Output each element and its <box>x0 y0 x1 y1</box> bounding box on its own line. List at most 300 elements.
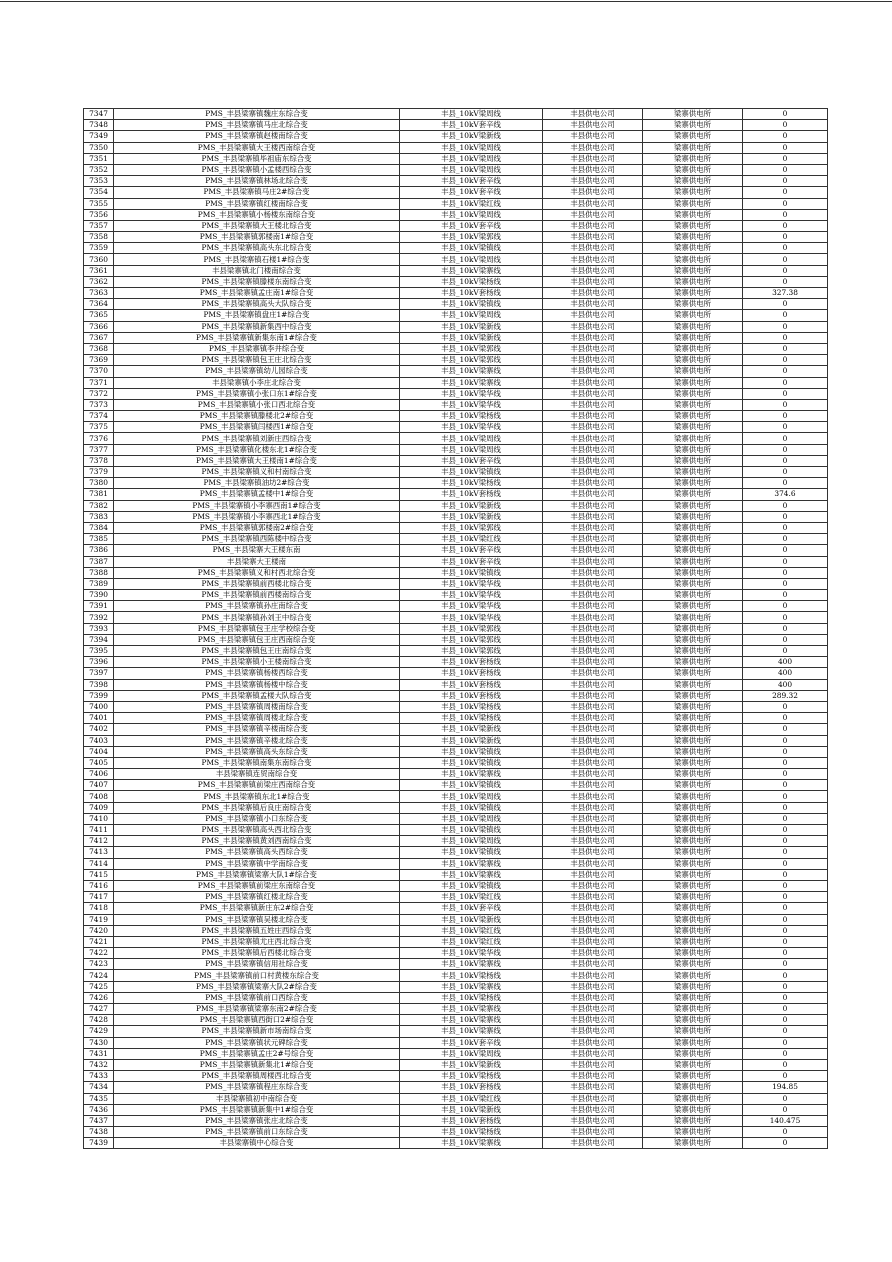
supply-office-cell: 梁寨供电所 <box>643 668 743 679</box>
supply-office-cell: 梁寨供电所 <box>643 399 743 410</box>
station-name-cell: PMS_丰县梁寨镇高头西综合变 <box>114 847 400 858</box>
table-row <box>84 276 828 287</box>
feeder-line-cell: 丰县_10kV梁新线 <box>400 321 543 332</box>
station-name-cell: PMS_丰县梁寨镇化楼东北1#综合变 <box>114 444 400 455</box>
station-name-cell: PMS_丰县梁寨镇盘庄1#综合变 <box>114 310 400 321</box>
value-cell: 0 <box>743 601 828 612</box>
station-name-cell: PMS_丰县梁寨镇滕楼北2#综合变 <box>114 411 400 422</box>
table-row <box>84 187 828 198</box>
supply-office-cell: 梁寨供电所 <box>643 1048 743 1059</box>
row-number-cell: 7356 <box>84 209 114 220</box>
company-cell: 丰县供电公司 <box>543 187 643 198</box>
company-cell: 丰县供电公司 <box>543 276 643 287</box>
value-cell: 0 <box>743 914 828 925</box>
supply-office-cell: 梁寨供电所 <box>643 254 743 265</box>
row-number-cell: 7397 <box>84 668 114 679</box>
station-name-cell: PMS_丰县梁寨镇石楼1#综合变 <box>114 254 400 265</box>
supply-office-cell: 梁寨供电所 <box>643 153 743 164</box>
value-cell: 0 <box>743 769 828 780</box>
company-cell: 丰县供电公司 <box>543 164 643 175</box>
row-number-cell: 7369 <box>84 355 114 366</box>
feeder-line-cell: 丰县_10kV梁华线 <box>400 590 543 601</box>
feeder-line-cell: 丰县_10kV梁寨线 <box>400 366 543 377</box>
supply-office-cell: 梁寨供电所 <box>643 813 743 824</box>
feeder-line-cell: 丰县_10kV梁周线 <box>400 254 543 265</box>
row-number-cell: 7391 <box>84 601 114 612</box>
row-number-cell: 7422 <box>84 948 114 959</box>
company-cell: 丰县供电公司 <box>543 578 643 589</box>
supply-office-cell: 梁寨供电所 <box>643 422 743 433</box>
feeder-line-cell: 丰县_10kV梁周线 <box>400 153 543 164</box>
company-cell: 丰县供电公司 <box>543 411 643 422</box>
company-cell: 丰县供电公司 <box>543 209 643 220</box>
feeder-line-cell: 丰县_10kV梁周线 <box>400 813 543 824</box>
supply-office-cell: 梁寨供电所 <box>643 847 743 858</box>
row-number-cell: 7421 <box>84 936 114 947</box>
station-name-cell: 丰县梁寨镇初中南综合变 <box>114 1093 400 1104</box>
station-name-cell: PMS_丰县梁寨镇红楼南综合变 <box>114 198 400 209</box>
row-number-cell: 7432 <box>84 1059 114 1070</box>
company-cell: 丰县供电公司 <box>543 735 643 746</box>
company-cell: 丰县供电公司 <box>543 668 643 679</box>
company-cell: 丰县供电公司 <box>543 243 643 254</box>
supply-office-cell: 梁寨供电所 <box>643 377 743 388</box>
feeder-line-cell: 丰县_10kV梁红线 <box>400 936 543 947</box>
station-name-cell: 丰县梁寨镇连贸南综合变 <box>114 769 400 780</box>
value-cell: 0 <box>743 164 828 175</box>
company-cell: 丰县供电公司 <box>543 534 643 545</box>
value-cell: 194.85 <box>743 1082 828 1093</box>
row-number-cell: 7428 <box>84 1015 114 1026</box>
company-cell: 丰县供电公司 <box>543 825 643 836</box>
supply-office-cell: 梁寨供电所 <box>643 388 743 399</box>
table-row <box>84 612 828 623</box>
table-row <box>84 1104 828 1115</box>
value-cell: 0 <box>743 422 828 433</box>
feeder-line-cell: 丰县_10kV梁新线 <box>400 1104 543 1115</box>
row-number-cell: 7405 <box>84 757 114 768</box>
feeder-line-cell: 丰县_10kV套杨线 <box>400 690 543 701</box>
supply-office-cell: 梁寨供电所 <box>643 534 743 545</box>
row-number-cell: 7388 <box>84 567 114 578</box>
row-number-cell: 7392 <box>84 612 114 623</box>
supply-office-cell: 梁寨供电所 <box>643 1138 743 1149</box>
supply-office-cell: 梁寨供电所 <box>643 455 743 466</box>
row-number-cell: 7385 <box>84 534 114 545</box>
value-cell: 0 <box>743 366 828 377</box>
station-name-cell: PMS_丰县梁寨镇高头大队综合变 <box>114 299 400 310</box>
company-cell: 丰县供电公司 <box>543 992 643 1003</box>
company-cell: 丰县供电公司 <box>543 769 643 780</box>
row-number-cell: 7426 <box>84 992 114 1003</box>
value-cell: 0 <box>743 1059 828 1070</box>
supply-office-cell: 梁寨供电所 <box>643 623 743 634</box>
feeder-line-cell: 丰县_10kV梁寨线 <box>400 981 543 992</box>
value-cell: 0 <box>743 903 828 914</box>
row-number-cell: 7353 <box>84 176 114 187</box>
supply-office-cell: 梁寨供电所 <box>643 343 743 354</box>
table-row <box>84 478 828 489</box>
company-cell: 丰县供电公司 <box>543 757 643 768</box>
station-name-cell: PMS_丰县梁寨镇包王庄西南综合变 <box>114 634 400 645</box>
supply-office-cell: 梁寨供电所 <box>643 746 743 757</box>
row-number-cell: 7347 <box>84 109 114 120</box>
value-cell: 0 <box>743 970 828 981</box>
supply-office-cell: 梁寨供电所 <box>643 634 743 645</box>
value-cell: 0 <box>743 959 828 970</box>
feeder-line-cell: 丰县_10kV梁镇线 <box>400 825 543 836</box>
station-name-cell: PMS_丰县梁寨镇闫楼西1#综合变 <box>114 422 400 433</box>
station-name-cell: PMS_丰县梁寨镇高头东综合变 <box>114 746 400 757</box>
company-cell: 丰县供电公司 <box>543 366 643 377</box>
table-row <box>84 970 828 981</box>
table-row <box>84 880 828 891</box>
station-name-cell: PMS_丰县梁寨镇马庄2#综合变 <box>114 187 400 198</box>
station-name-cell: PMS_丰县梁寨镇孟楼中1#综合变 <box>114 489 400 500</box>
value-cell: 0 <box>743 321 828 332</box>
supply-office-cell: 梁寨供电所 <box>643 187 743 198</box>
supply-office-cell: 梁寨供电所 <box>643 981 743 992</box>
company-cell: 丰县供电公司 <box>543 422 643 433</box>
value-cell: 0 <box>743 187 828 198</box>
value-cell: 0 <box>743 802 828 813</box>
station-name-cell: PMS_丰县梁寨镇梁寨大队2#综合变 <box>114 981 400 992</box>
row-number-cell: 7419 <box>84 914 114 925</box>
station-name-cell: PMS_丰县梁寨镇包王庄北综合变 <box>114 355 400 366</box>
station-name-cell: PMS_丰县梁寨镇前西楼南综合变 <box>114 590 400 601</box>
row-number-cell: 7408 <box>84 791 114 802</box>
row-number-cell: 7407 <box>84 780 114 791</box>
row-number-cell: 7366 <box>84 321 114 332</box>
table-row <box>84 634 828 645</box>
company-cell: 丰县供电公司 <box>543 288 643 299</box>
company-cell: 丰县供电公司 <box>543 388 643 399</box>
station-name-cell: PMS_丰县梁寨镇辛楼南综合变 <box>114 724 400 735</box>
company-cell: 丰县供电公司 <box>543 1093 643 1104</box>
value-cell: 0 <box>743 746 828 757</box>
supply-office-cell: 梁寨供电所 <box>643 220 743 231</box>
row-number-cell: 7368 <box>84 343 114 354</box>
value-cell: 0 <box>743 444 828 455</box>
feeder-line-cell: 丰县_10kV梁寨线 <box>400 869 543 880</box>
supply-office-cell: 梁寨供电所 <box>643 243 743 254</box>
company-cell: 丰县供电公司 <box>543 1115 643 1126</box>
row-number-cell: 7401 <box>84 713 114 724</box>
company-cell: 丰县供电公司 <box>543 925 643 936</box>
table-row <box>84 657 828 668</box>
table-row <box>84 780 828 791</box>
company-cell: 丰县供电公司 <box>543 220 643 231</box>
feeder-line-cell: 丰县_10kV套杨线 <box>400 668 543 679</box>
feeder-line-cell: 丰县_10kV梁寨线 <box>400 1026 543 1037</box>
feeder-line-cell: 丰县_10kV梁寨线 <box>400 1004 543 1015</box>
supply-office-cell: 梁寨供电所 <box>643 701 743 712</box>
value-cell: 0 <box>743 825 828 836</box>
station-name-cell: PMS_丰县梁寨镇新集中1#综合变 <box>114 1104 400 1115</box>
value-cell: 289.32 <box>743 690 828 701</box>
row-number-cell: 7350 <box>84 142 114 153</box>
supply-office-cell: 梁寨供电所 <box>643 120 743 131</box>
company-cell: 丰县供电公司 <box>543 254 643 265</box>
feeder-line-cell: 丰县_10kV梁郭线 <box>400 355 543 366</box>
feeder-line-cell: 丰县_10kV梁红线 <box>400 925 543 936</box>
row-number-cell: 7438 <box>84 1127 114 1138</box>
station-name-cell: PMS_丰县梁寨镇尤庄西北综合变 <box>114 936 400 947</box>
station-name-cell: PMS_丰县梁寨镇后西楼北综合变 <box>114 948 400 959</box>
feeder-line-cell: 丰县_10kV梁周线 <box>400 836 543 847</box>
table-row <box>84 847 828 858</box>
supply-office-cell: 梁寨供电所 <box>643 880 743 891</box>
supply-office-cell: 梁寨供电所 <box>643 858 743 869</box>
value-cell: 0 <box>743 467 828 478</box>
company-cell: 丰县供电公司 <box>543 1048 643 1059</box>
company-cell: 丰县供电公司 <box>543 959 643 970</box>
supply-office-cell: 梁寨供电所 <box>643 299 743 310</box>
value-cell: 0 <box>743 131 828 142</box>
table-row <box>84 310 828 321</box>
table-row <box>84 176 828 187</box>
value-cell: 0 <box>743 1015 828 1026</box>
row-number-cell: 7411 <box>84 825 114 836</box>
row-number-cell: 7414 <box>84 858 114 869</box>
station-name-cell: PMS_丰县梁寨镇前口西综合变 <box>114 992 400 1003</box>
feeder-line-cell: 丰县_10kV梁郭线 <box>400 634 543 645</box>
company-cell: 丰县供电公司 <box>543 679 643 690</box>
company-cell: 丰县供电公司 <box>543 489 643 500</box>
table-row <box>84 556 828 567</box>
row-number-cell: 7387 <box>84 556 114 567</box>
table-row <box>84 914 828 925</box>
value-cell: 0 <box>743 735 828 746</box>
supply-office-cell: 梁寨供电所 <box>643 489 743 500</box>
feeder-line-cell: 丰县_10kV套杨线 <box>400 679 543 690</box>
supply-office-cell: 梁寨供电所 <box>643 332 743 343</box>
supply-office-cell: 梁寨供电所 <box>643 366 743 377</box>
supply-office-cell: 梁寨供电所 <box>643 1104 743 1115</box>
company-cell: 丰县供电公司 <box>543 701 643 712</box>
feeder-line-cell: 丰县_10kV套辛线 <box>400 556 543 567</box>
station-name-cell: PMS_丰县梁寨镇高头东北综合变 <box>114 243 400 254</box>
company-cell: 丰县供电公司 <box>543 1104 643 1115</box>
row-number-cell: 7360 <box>84 254 114 265</box>
company-cell: 丰县供电公司 <box>543 153 643 164</box>
station-name-cell: PMS_丰县梁寨镇五姓庄西综合变 <box>114 925 400 936</box>
company-cell: 丰县供电公司 <box>543 1026 643 1037</box>
value-cell: 0 <box>743 847 828 858</box>
value-cell: 400 <box>743 668 828 679</box>
station-name-cell: PMS_丰县梁寨镇小孟楼西综合变 <box>114 164 400 175</box>
station-name-cell: PMS_丰县梁寨镇新集西中综合变 <box>114 321 400 332</box>
table-row <box>84 109 828 120</box>
value-cell: 0 <box>743 1026 828 1037</box>
station-name-cell: PMS_丰县梁寨镇状元碑综合变 <box>114 1037 400 1048</box>
station-name-cell: PMS_丰县梁寨镇周楼北综合变 <box>114 713 400 724</box>
feeder-line-cell: 丰县_10kV梁镇线 <box>400 880 543 891</box>
company-cell: 丰县供电公司 <box>543 936 643 947</box>
value-cell: 0 <box>743 836 828 847</box>
feeder-line-cell: 丰县_10kV梁杨线 <box>400 411 543 422</box>
row-number-cell: 7367 <box>84 332 114 343</box>
table-row <box>84 1059 828 1070</box>
row-number-cell: 7363 <box>84 288 114 299</box>
value-cell: 0 <box>743 299 828 310</box>
company-cell: 丰县供电公司 <box>543 780 643 791</box>
station-name-cell: PMS_丰县梁寨镇李井综合变 <box>114 343 400 354</box>
table-row <box>84 1026 828 1037</box>
supply-office-cell: 梁寨供电所 <box>643 757 743 768</box>
company-cell: 丰县供电公司 <box>543 232 643 243</box>
table-row <box>84 903 828 914</box>
company-cell: 丰县供电公司 <box>543 601 643 612</box>
feeder-line-cell: 丰县_10kV套辛线 <box>400 545 543 556</box>
company-cell: 丰县供电公司 <box>543 847 643 858</box>
table-row <box>84 455 828 466</box>
feeder-line-cell: 丰县_10kV梁杨线 <box>400 992 543 1003</box>
row-number-cell: 7348 <box>84 120 114 131</box>
table-row <box>84 534 828 545</box>
supply-office-cell: 梁寨供电所 <box>643 959 743 970</box>
table-row <box>84 1004 828 1015</box>
station-name-cell: PMS_丰县梁寨镇程庄东综合变 <box>114 1082 400 1093</box>
table-row <box>84 511 828 522</box>
table-row <box>84 343 828 354</box>
value-cell: 327.38 <box>743 288 828 299</box>
supply-office-cell: 梁寨供电所 <box>643 545 743 556</box>
station-name-cell: 丰县梁寨大王楼南 <box>114 556 400 567</box>
value-cell: 0 <box>743 948 828 959</box>
station-name-cell: PMS_丰县梁寨镇梁寨东南2#综合变 <box>114 1004 400 1015</box>
row-number-cell: 7394 <box>84 634 114 645</box>
station-name-cell: PMS_丰县梁寨镇包王庄学校综合变 <box>114 623 400 634</box>
supply-office-cell: 梁寨供电所 <box>643 970 743 981</box>
table-row <box>84 153 828 164</box>
company-cell: 丰县供电公司 <box>543 355 643 366</box>
table-row <box>84 545 828 556</box>
feeder-line-cell: 丰县_10kV梁红线 <box>400 198 543 209</box>
feeder-line-cell: 丰县_10kV套辛线 <box>400 1037 543 1048</box>
feeder-line-cell: 丰县_10kV梁周线 <box>400 1048 543 1059</box>
station-name-cell: PMS_丰县梁寨镇新市场南综合变 <box>114 1026 400 1037</box>
row-number-cell: 7362 <box>84 276 114 287</box>
value-cell: 0 <box>743 556 828 567</box>
station-name-cell: PMS_丰县梁寨镇小李寨西北1#综合变 <box>114 511 400 522</box>
table-row <box>84 623 828 634</box>
table-row <box>84 769 828 780</box>
feeder-line-cell: 丰县_10kV梁镇线 <box>400 299 543 310</box>
value-cell: 400 <box>743 657 828 668</box>
company-cell: 丰县供电公司 <box>543 332 643 343</box>
value-cell: 0 <box>743 646 828 657</box>
company-cell: 丰县供电公司 <box>543 567 643 578</box>
company-cell: 丰县供电公司 <box>543 478 643 489</box>
table-row <box>84 735 828 746</box>
feeder-line-cell: 丰县_10kV梁新线 <box>400 735 543 746</box>
company-cell: 丰县供电公司 <box>543 634 643 645</box>
value-cell: 140.475 <box>743 1115 828 1126</box>
station-name-cell: PMS_丰县梁寨镇大王楼西南综合变 <box>114 142 400 153</box>
feeder-line-cell: 丰县_10kV套辛线 <box>400 903 543 914</box>
feeder-line-cell: 丰县_10kV梁华线 <box>400 399 543 410</box>
row-number-cell: 7399 <box>84 690 114 701</box>
row-number-cell: 7398 <box>84 679 114 690</box>
supply-office-cell: 梁寨供电所 <box>643 142 743 153</box>
feeder-line-cell: 丰县_10kV套杨线 <box>400 489 543 500</box>
row-number-cell: 7436 <box>84 1104 114 1115</box>
top-border-line <box>0 1 892 2</box>
station-name-cell: PMS_丰县梁寨镇义和村南综合变 <box>114 467 400 478</box>
station-name-cell: 丰县梁寨镇小李庄北综合变 <box>114 377 400 388</box>
station-name-cell: PMS_丰县梁寨镇林场北综合变 <box>114 176 400 187</box>
company-cell: 丰县供电公司 <box>543 612 643 623</box>
table-row <box>84 355 828 366</box>
station-name-cell: PMS_丰县梁寨镇周楼西北综合变 <box>114 1071 400 1082</box>
supply-office-cell: 梁寨供电所 <box>643 567 743 578</box>
table-row <box>84 444 828 455</box>
row-number-cell: 7403 <box>84 735 114 746</box>
value-cell: 374.6 <box>743 489 828 500</box>
feeder-line-cell: 丰县_10kV梁郭线 <box>400 522 543 533</box>
row-number-cell: 7417 <box>84 892 114 903</box>
row-number-cell: 7373 <box>84 399 114 410</box>
row-number-cell: 7377 <box>84 444 114 455</box>
supply-office-cell: 梁寨供电所 <box>643 321 743 332</box>
feeder-line-cell: 丰县_10kV梁华线 <box>400 601 543 612</box>
supply-office-cell: 梁寨供电所 <box>643 467 743 478</box>
supply-office-cell: 梁寨供电所 <box>643 892 743 903</box>
station-name-cell: PMS_丰县梁寨镇小张口东1#综合变 <box>114 388 400 399</box>
table-row <box>84 120 828 131</box>
table-row <box>84 220 828 231</box>
company-cell: 丰县供电公司 <box>543 914 643 925</box>
company-cell: 丰县供电公司 <box>543 802 643 813</box>
station-name-cell: PMS_丰县梁寨镇黄刘西南综合变 <box>114 836 400 847</box>
station-name-cell: PMS_丰县梁寨镇后良庄南综合变 <box>114 802 400 813</box>
supply-office-cell: 梁寨供电所 <box>643 411 743 422</box>
row-number-cell: 7429 <box>84 1026 114 1037</box>
row-number-cell: 7434 <box>84 1082 114 1093</box>
table-row <box>84 1071 828 1082</box>
company-cell: 丰县供电公司 <box>543 500 643 511</box>
table-row <box>84 892 828 903</box>
company-cell: 丰县供电公司 <box>543 176 643 187</box>
feeder-line-cell: 丰县_10kV梁华线 <box>400 948 543 959</box>
company-cell: 丰县供电公司 <box>543 198 643 209</box>
company-cell: 丰县供电公司 <box>543 1127 643 1138</box>
feeder-line-cell: 丰县_10kV梁郭线 <box>400 343 543 354</box>
supply-office-cell: 梁寨供电所 <box>643 578 743 589</box>
station-name-cell: PMS_丰县梁寨镇小王楼南综合变 <box>114 657 400 668</box>
feeder-line-cell: 丰县_10kV梁郭线 <box>400 646 543 657</box>
feeder-line-cell: 丰县_10kV梁周线 <box>400 444 543 455</box>
supply-office-cell: 梁寨供电所 <box>643 232 743 243</box>
station-name-cell: PMS_丰县梁寨镇义和村西北综合变 <box>114 567 400 578</box>
station-name-cell: PMS_丰县梁寨镇南集东南综合变 <box>114 757 400 768</box>
company-cell: 丰县供电公司 <box>543 1059 643 1070</box>
supply-office-cell: 梁寨供电所 <box>643 713 743 724</box>
supply-office-cell: 梁寨供电所 <box>643 836 743 847</box>
row-number-cell: 7412 <box>84 836 114 847</box>
supply-office-cell: 梁寨供电所 <box>643 825 743 836</box>
value-cell: 0 <box>743 590 828 601</box>
table-row <box>84 690 828 701</box>
value-cell: 0 <box>743 176 828 187</box>
station-name-cell: PMS_丰县梁寨镇前梁庄东南综合变 <box>114 880 400 891</box>
feeder-line-cell: 丰县_10kV梁周线 <box>400 433 543 444</box>
supply-office-cell: 梁寨供电所 <box>643 1093 743 1104</box>
table-row <box>84 1048 828 1059</box>
station-name-cell: PMS_丰县梁寨镇大王楼南1#综合变 <box>114 455 400 466</box>
supply-office-cell: 梁寨供电所 <box>643 478 743 489</box>
